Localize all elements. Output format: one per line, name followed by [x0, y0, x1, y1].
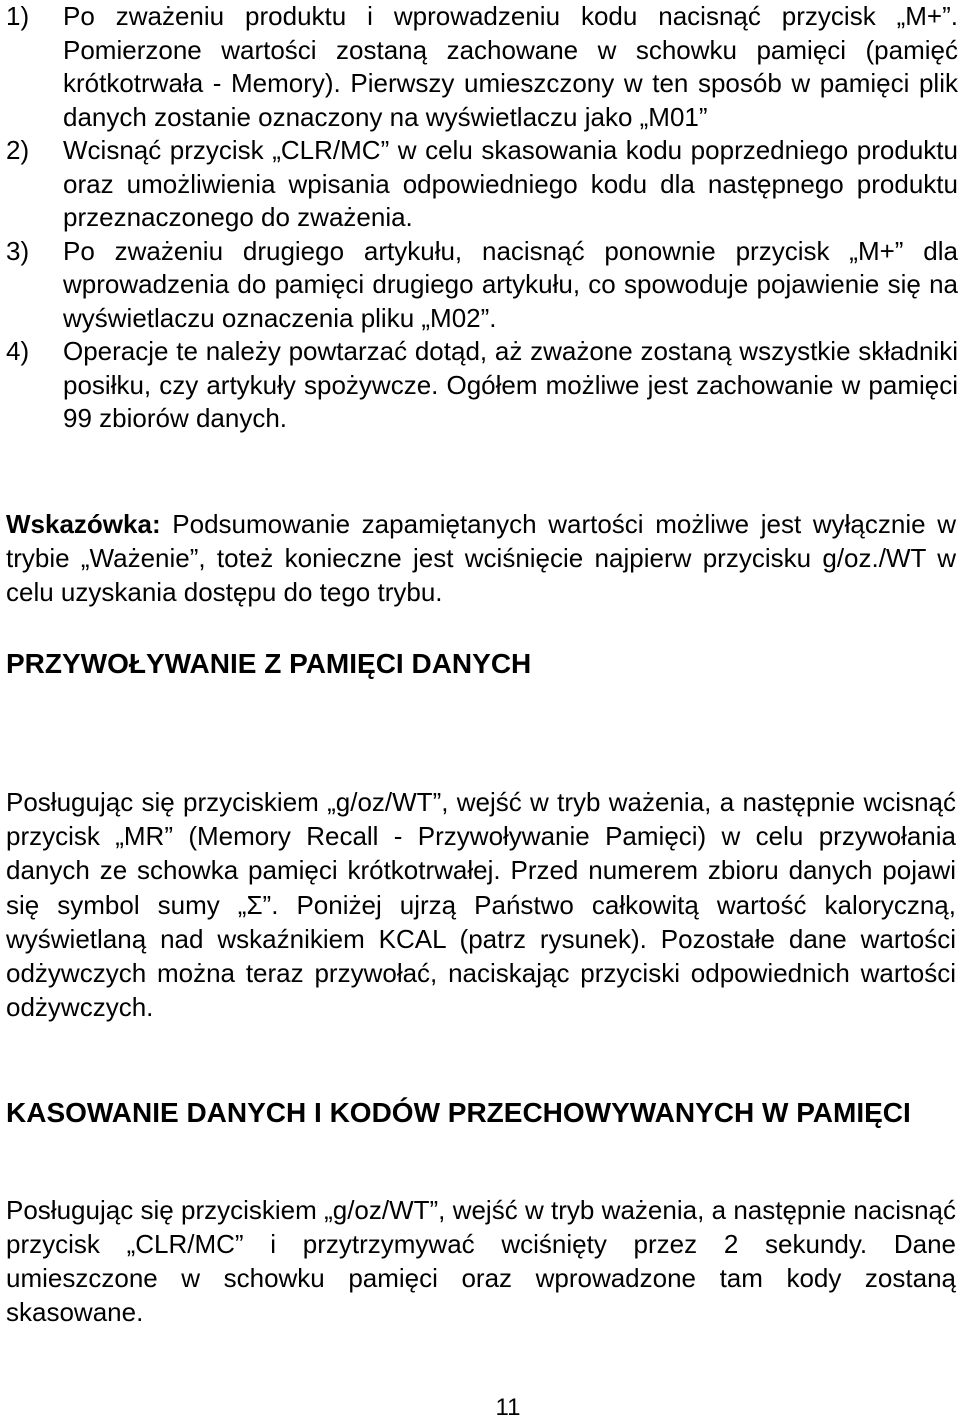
recall-heading: PRZYWOŁYWANIE Z PAMIĘCI DANYCH	[6, 648, 532, 679]
memory-steps-list	[6, 0, 958, 436]
list-item-number: 2)	[6, 135, 30, 165]
page-number: 11	[495, 1394, 521, 1421]
recall-paragraph: Posługując się przyciskiem „g/oz/WT”, wejść w tryb ważenia, a następnie wcisnąć przycisk „MR” (Memory Recall - Przywoływanie Pamięci) w celu przywołania danych ze schowka pamięci krótkotrwałej. Przed numerem zbioru danych pojawi się symbol sumy „Σ”. Poniżej ujrzą Państwo całkowitą wartość kaloryczną, wyświetlaną nad wskaźnikiem KCAL (patrz rysunek). Pozostałe dane wartości odżywczych można teraz przywołać, naciskając przyciski odpowiednich wartości odżywczych.	[6, 787, 956, 1023]
list-item-text: Po zważeniu produktu i wprowadzeniu kodu nacisnąć przycisk „M+”. Pomierzone wartości zostaną zachowane w schowku pamięci (pamięć krótkotrwała - Memory). Pierwszy umieszczony w ten sposób w pamięci plik danych zostanie oznaczony na wyświetlaczu jako „M01”	[63, 1, 958, 132]
list-item	[6, 0, 958, 134]
tip-paragraph	[6, 507, 956, 609]
delete-heading: KASOWANIE DANYCH I KODÓW PRZECHOWYWANYCH W PAMIĘCI	[6, 1097, 911, 1128]
list-item	[6, 235, 958, 336]
list-item-text: Operacje te należy powtarzać dotąd, aż zważone zostaną wszystkie składniki posiłku, czy artykuły spożywcze. Ogółem możliwe jest zachowanie w pamięci 99 zbiorów danych.	[63, 336, 958, 433]
list-item-text: Po zważeniu drugiego artykułu, nacisnąć ponownie przycisk „M+” dla wprowadzenia do pamięci drugiego artykułu, co spowoduje pojawienie się na wyświetlaczu oznaczenia pliku „M02”.	[63, 235, 958, 333]
tip-label: Wskazówka:	[6, 509, 161, 539]
tip-text: Podsumowanie zapamiętanych wartości możliwe jest wyłącznie w trybie „Ważenie”, toteż konieczne jest wciśnięcie najpierw przycisku g/oz./WT w celu uzyskania dostępu do tego trybu.	[6, 509, 956, 607]
delete-paragraph: Posługując się przyciskiem „g/oz/WT”, wejść w tryb ważenia, a następnie nacisnąć przycisk „CLR/MC” i przytrzymywać wciśnięty przez 2 sekundy. Dane umieszczone w schowku pamięci oraz wprowadzone tam kody zostaną skasowane.	[6, 1195, 956, 1327]
list-item-text: Wcisnąć przycisk „CLR/MC” w celu skasowania kodu poprzedniego produktu oraz umożliwienia wpisania odpowiedniego kodu dla następnego produktu przeznaczonego do zważenia.	[63, 135, 958, 232]
list-item	[6, 134, 958, 235]
list-item-number: 3)	[6, 235, 30, 266]
list-item-number: 1)	[6, 1, 30, 31]
list-item	[6, 335, 958, 436]
list-item-number: 4)	[6, 336, 30, 366]
